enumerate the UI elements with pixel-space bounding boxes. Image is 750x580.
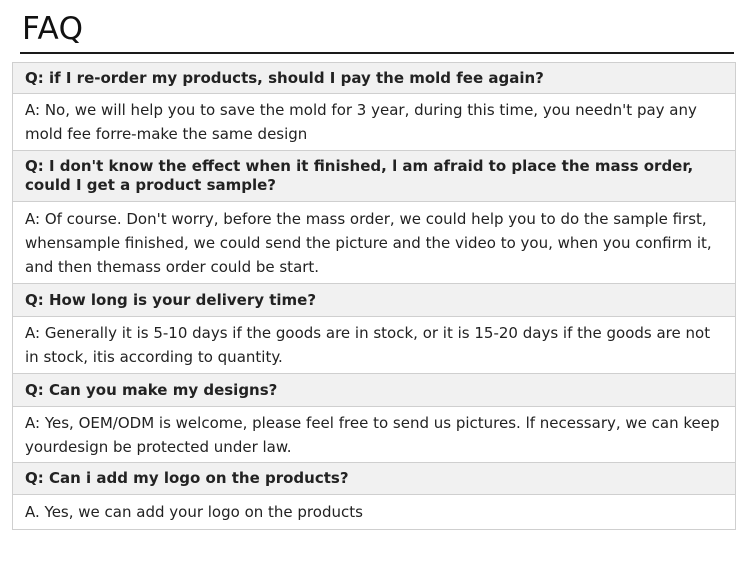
faq-answer-row (13, 317, 735, 374)
faq-question-row (13, 63, 735, 94)
faq-table (12, 62, 736, 530)
faq-question: Q: Can you make my designs? (25, 380, 278, 399)
faq-question: Q: if I re-order my products, should I pay the mold fee again? (25, 68, 544, 87)
faq-answer: A: Of course. Don't worry, before the mass order, we could help you to do the sample first, whensample finished, we could send the picture and the video to you, when you confirm it, and then themass order could be start. (25, 209, 712, 276)
faq-answer: A. Yes, we can add your logo on the products (25, 503, 363, 521)
faq-question-row (13, 374, 735, 407)
faq-header (20, 6, 734, 54)
faq-question: Q: I don't know the effect when it finished, l am afraid to place the mass order, could I get a product sample? (25, 157, 694, 194)
faq-answer-row (13, 407, 735, 463)
faq-answer: A: No, we will help you to save the mold for 3 year, during this time, you needn't pay any mold fee forre-make the same design (25, 101, 697, 143)
faq-answer: A: Yes, OEM/ODM is welcome, please feel free to send us pictures. lf necessary, we can keep yourdesign be protected under law. (25, 413, 720, 456)
page-title: FAQ (22, 11, 84, 47)
faq-answer-row (13, 495, 735, 530)
faq-question: Q: Can i add my logo on the products? (25, 469, 349, 487)
faq-answer-row (13, 202, 735, 284)
faq-answer-row (13, 94, 735, 151)
faq-question-row (13, 284, 735, 317)
faq-question-row (13, 151, 735, 202)
faq-answer: A: Generally it is 5-10 days if the goods are in stock, or it is 15-20 days if the goods are not in stock, itis according to quantity. (25, 324, 711, 366)
faq-question: Q: How long is your delivery time? (25, 290, 317, 309)
faq-question-row (13, 463, 735, 495)
